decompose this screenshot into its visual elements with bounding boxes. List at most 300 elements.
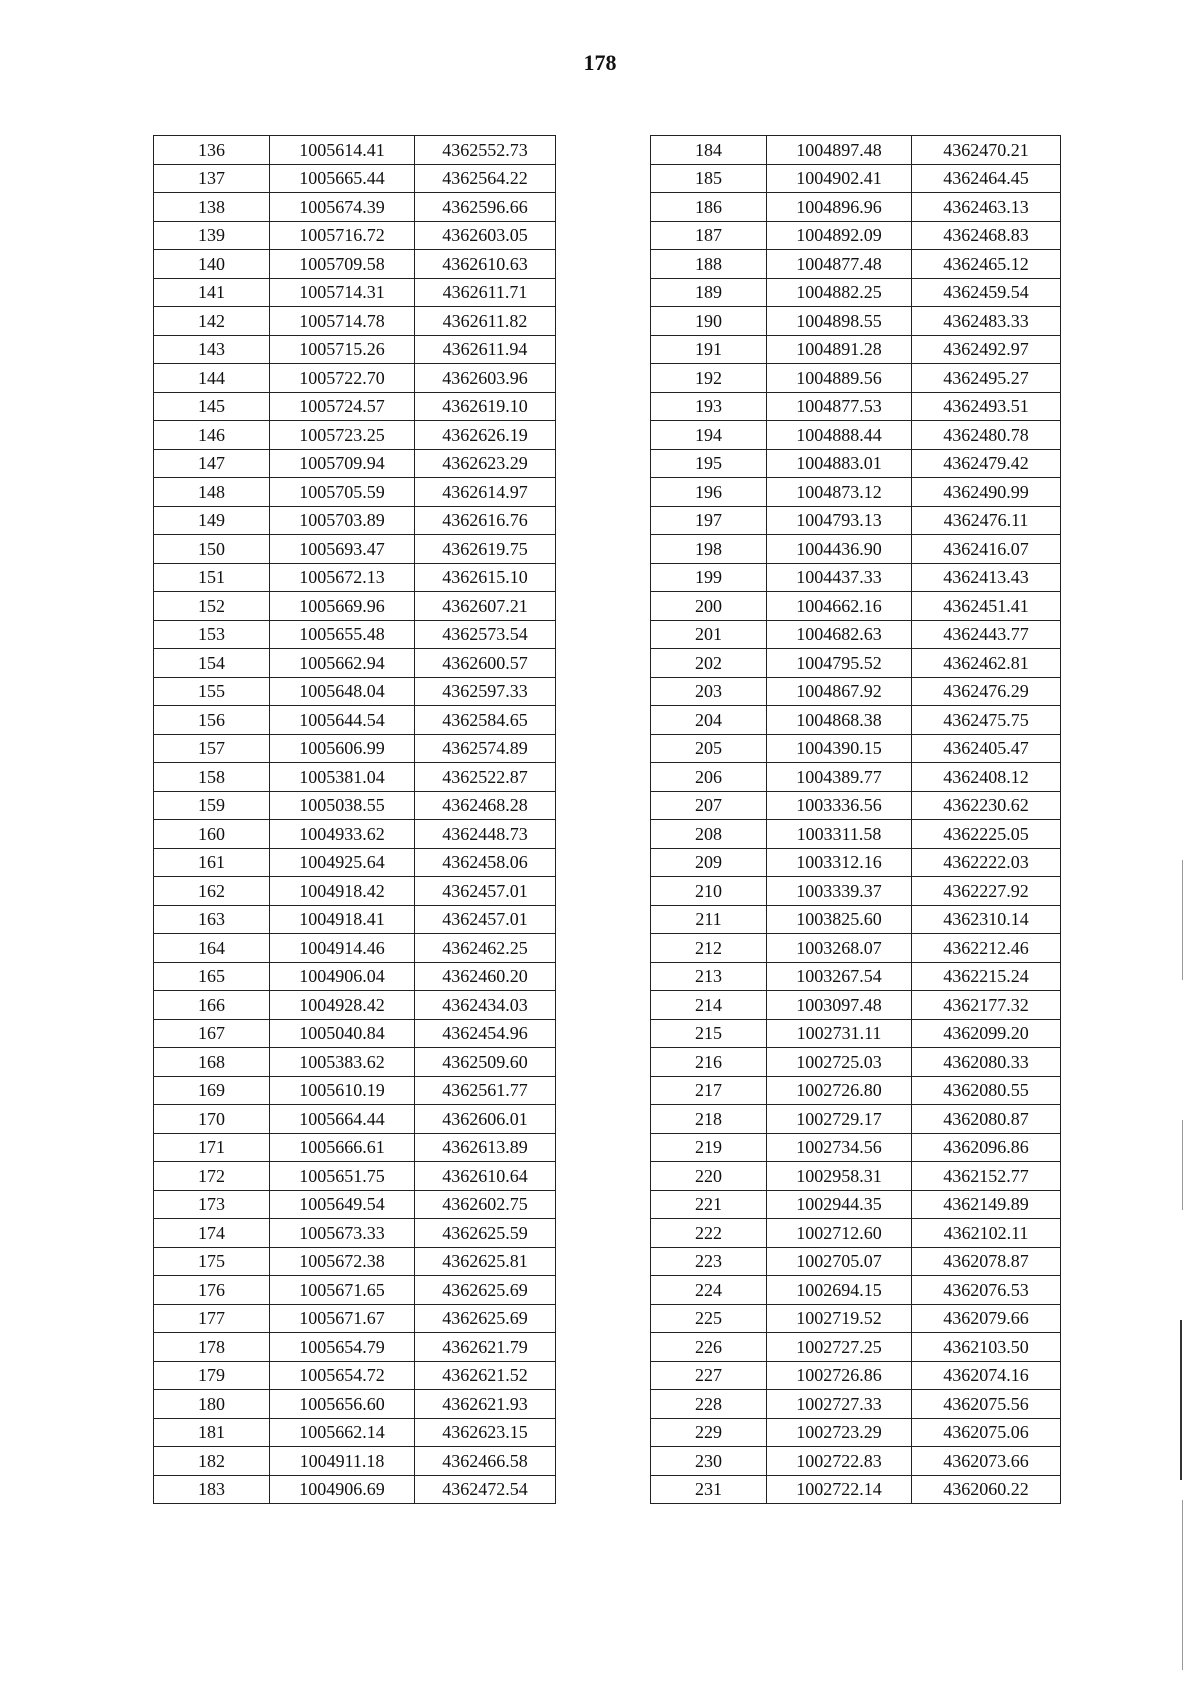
point-number-cell: 145 [154,392,270,421]
point-number-cell: 147 [154,449,270,478]
y-coordinate-cell: 4362610.63 [415,250,556,279]
table-row [651,136,1061,165]
y-coordinate-cell: 4362443.77 [912,620,1061,649]
x-coordinate-cell: 1005723.25 [270,421,415,450]
y-coordinate-cell: 4362600.57 [415,649,556,678]
point-number-cell: 229 [651,1418,767,1447]
point-number-cell: 204 [651,706,767,735]
y-coordinate-cell: 4362460.20 [415,962,556,991]
table-row [651,848,1061,877]
y-coordinate-cell: 4362611.82 [415,307,556,336]
y-coordinate-cell: 4362103.50 [912,1333,1061,1362]
point-number-cell: 152 [154,592,270,621]
y-coordinate-cell: 4362611.71 [415,278,556,307]
table-row [651,478,1061,507]
y-coordinate-cell: 4362623.29 [415,449,556,478]
x-coordinate-cell: 1004896.96 [767,193,912,222]
x-coordinate-cell: 1004906.69 [270,1475,415,1504]
y-coordinate-cell: 4362483.33 [912,307,1061,336]
x-coordinate-cell: 1005381.04 [270,763,415,792]
x-coordinate-cell: 1005671.67 [270,1304,415,1333]
y-coordinate-cell: 4362074.16 [912,1361,1061,1390]
table-row [154,392,556,421]
table-row [651,1219,1061,1248]
y-coordinate-cell: 4362459.54 [912,278,1061,307]
y-coordinate-cell: 4362492.97 [912,335,1061,364]
y-coordinate-cell: 4362619.10 [415,392,556,421]
x-coordinate-cell: 1003339.37 [767,877,912,906]
table-row [651,307,1061,336]
point-number-cell: 159 [154,791,270,820]
table-row [154,1048,556,1077]
table-row [651,1076,1061,1105]
y-coordinate-cell: 4362475.75 [912,706,1061,735]
point-number-cell: 179 [154,1361,270,1390]
table-row [651,1361,1061,1390]
point-number-cell: 171 [154,1133,270,1162]
x-coordinate-cell: 1004889.56 [767,364,912,393]
scan-edge-mark [1182,1120,1183,1210]
table-row [651,1333,1061,1362]
point-number-cell: 154 [154,649,270,678]
point-number-cell: 225 [651,1304,767,1333]
point-number-cell: 163 [154,905,270,934]
y-coordinate-cell: 4362606.01 [415,1105,556,1134]
x-coordinate-cell: 1002944.35 [767,1190,912,1219]
point-number-cell: 193 [651,392,767,421]
table-row [154,1418,556,1447]
x-coordinate-cell: 1005716.72 [270,221,415,250]
point-number-cell: 137 [154,164,270,193]
x-coordinate-cell: 1004891.28 [767,335,912,364]
x-coordinate-cell: 1005662.94 [270,649,415,678]
x-coordinate-cell: 1004902.41 [767,164,912,193]
table-row [651,421,1061,450]
y-coordinate-cell: 4362584.65 [415,706,556,735]
point-number-cell: 177 [154,1304,270,1333]
table-row [154,164,556,193]
y-coordinate-cell: 4362561.77 [415,1076,556,1105]
x-coordinate-cell: 1004897.48 [767,136,912,165]
x-coordinate-cell: 1004390.15 [767,734,912,763]
point-number-cell: 187 [651,221,767,250]
y-coordinate-cell: 4362177.32 [912,991,1061,1020]
x-coordinate-cell: 1003825.60 [767,905,912,934]
table-row [154,1304,556,1333]
x-coordinate-cell: 1004436.90 [767,535,912,564]
x-coordinate-cell: 1004928.42 [270,991,415,1020]
table-row [651,934,1061,963]
y-coordinate-cell: 4362602.75 [415,1190,556,1219]
x-coordinate-cell: 1004925.64 [270,848,415,877]
point-number-cell: 162 [154,877,270,906]
table-row [154,991,556,1020]
y-coordinate-cell: 4362060.22 [912,1475,1061,1504]
y-coordinate-cell: 4362610.64 [415,1162,556,1191]
x-coordinate-cell: 1005714.31 [270,278,415,307]
y-coordinate-cell: 4362073.66 [912,1447,1061,1476]
point-number-cell: 141 [154,278,270,307]
y-coordinate-cell: 4362597.33 [415,677,556,706]
x-coordinate-cell: 1005714.78 [270,307,415,336]
table-row [651,905,1061,934]
point-number-cell: 217 [651,1076,767,1105]
x-coordinate-cell: 1002727.25 [767,1333,912,1362]
table-row [651,335,1061,364]
table-row [154,1133,556,1162]
y-coordinate-cell: 4362464.45 [912,164,1061,193]
x-coordinate-cell: 1005722.70 [270,364,415,393]
table-row [154,1019,556,1048]
table-row [154,962,556,991]
y-coordinate-cell: 4362495.27 [912,364,1061,393]
x-coordinate-cell: 1005664.44 [270,1105,415,1134]
point-number-cell: 180 [154,1390,270,1419]
y-coordinate-cell: 4362613.89 [415,1133,556,1162]
y-coordinate-cell: 4362470.21 [912,136,1061,165]
point-number-cell: 224 [651,1276,767,1305]
point-number-cell: 207 [651,791,767,820]
y-coordinate-cell: 4362621.79 [415,1333,556,1362]
y-coordinate-cell: 4362614.97 [415,478,556,507]
y-coordinate-cell: 4362564.22 [415,164,556,193]
y-coordinate-cell: 4362616.76 [415,506,556,535]
y-coordinate-cell: 4362468.28 [415,791,556,820]
table-row [154,250,556,279]
y-coordinate-cell: 4362080.33 [912,1048,1061,1077]
table-row [154,193,556,222]
x-coordinate-cell: 1002725.03 [767,1048,912,1077]
table-row [651,449,1061,478]
table-row [651,392,1061,421]
table-row [154,221,556,250]
y-coordinate-cell: 4362625.69 [415,1276,556,1305]
x-coordinate-cell: 1005651.75 [270,1162,415,1191]
x-coordinate-cell: 1005644.54 [270,706,415,735]
x-coordinate-cell: 1002958.31 [767,1162,912,1191]
point-number-cell: 168 [154,1048,270,1077]
x-coordinate-cell: 1004914.46 [270,934,415,963]
table-row [651,563,1061,592]
point-number-cell: 175 [154,1247,270,1276]
table-row [651,506,1061,535]
x-coordinate-cell: 1004898.55 [767,307,912,336]
point-number-cell: 157 [154,734,270,763]
point-number-cell: 195 [651,449,767,478]
y-coordinate-cell: 4362448.73 [415,820,556,849]
y-coordinate-cell: 4362416.07 [912,535,1061,564]
table-row [154,278,556,307]
table-row [154,877,556,906]
table-row [154,706,556,735]
y-coordinate-cell: 4362310.14 [912,905,1061,934]
y-coordinate-cell: 4362463.13 [912,193,1061,222]
table-row [154,1475,556,1504]
x-coordinate-cell: 1004933.62 [270,820,415,849]
coordinate-table-left [153,135,556,1504]
table-row [651,1390,1061,1419]
point-number-cell: 156 [154,706,270,735]
x-coordinate-cell: 1005666.61 [270,1133,415,1162]
point-number-cell: 200 [651,592,767,621]
point-number-cell: 173 [154,1190,270,1219]
y-coordinate-cell: 4362215.24 [912,962,1061,991]
y-coordinate-cell: 4362476.29 [912,677,1061,706]
table-row [651,763,1061,792]
y-coordinate-cell: 4362462.81 [912,649,1061,678]
x-coordinate-cell: 1005648.04 [270,677,415,706]
point-number-cell: 167 [154,1019,270,1048]
x-coordinate-cell: 1004918.41 [270,905,415,934]
x-coordinate-cell: 1004883.01 [767,449,912,478]
table-row [154,620,556,649]
table-row [651,620,1061,649]
table-row [154,1105,556,1134]
point-number-cell: 230 [651,1447,767,1476]
table-row [154,677,556,706]
x-coordinate-cell: 1005656.60 [270,1390,415,1419]
x-coordinate-cell: 1005614.41 [270,136,415,165]
point-number-cell: 183 [154,1475,270,1504]
x-coordinate-cell: 1002722.83 [767,1447,912,1476]
x-coordinate-cell: 1003336.56 [767,791,912,820]
x-coordinate-cell: 1004867.92 [767,677,912,706]
table-row [154,535,556,564]
point-number-cell: 190 [651,307,767,336]
point-number-cell: 213 [651,962,767,991]
y-coordinate-cell: 4362078.87 [912,1247,1061,1276]
point-number-cell: 222 [651,1219,767,1248]
y-coordinate-cell: 4362458.06 [415,848,556,877]
point-number-cell: 181 [154,1418,270,1447]
x-coordinate-cell: 1004877.53 [767,392,912,421]
y-coordinate-cell: 4362493.51 [912,392,1061,421]
table-row [651,1418,1061,1447]
x-coordinate-cell: 1002705.07 [767,1247,912,1276]
y-coordinate-cell: 4362472.54 [415,1475,556,1504]
table-row [154,1247,556,1276]
x-coordinate-cell: 1005606.99 [270,734,415,763]
point-number-cell: 140 [154,250,270,279]
table-row [154,506,556,535]
table-row [651,278,1061,307]
point-number-cell: 191 [651,335,767,364]
point-number-cell: 160 [154,820,270,849]
y-coordinate-cell: 4362230.62 [912,791,1061,820]
x-coordinate-cell: 1005655.48 [270,620,415,649]
table-row [154,1162,556,1191]
x-coordinate-cell: 1002726.86 [767,1361,912,1390]
x-coordinate-cell: 1005672.38 [270,1247,415,1276]
point-number-cell: 206 [651,763,767,792]
page-number: 178 [583,50,617,75]
x-coordinate-cell: 1005693.47 [270,535,415,564]
x-coordinate-cell: 1005383.62 [270,1048,415,1077]
point-number-cell: 149 [154,506,270,535]
table-row [154,791,556,820]
table-row [651,649,1061,678]
table-row [154,1361,556,1390]
x-coordinate-cell: 1004662.16 [767,592,912,621]
point-number-cell: 218 [651,1105,767,1134]
point-number-cell: 184 [651,136,767,165]
table-row [651,1247,1061,1276]
table-row [651,1048,1061,1077]
point-number-cell: 165 [154,962,270,991]
point-number-cell: 176 [154,1276,270,1305]
point-number-cell: 208 [651,820,767,849]
point-number-cell: 136 [154,136,270,165]
x-coordinate-cell: 1005724.57 [270,392,415,421]
point-number-cell: 153 [154,620,270,649]
table-row [651,677,1061,706]
table-row [651,962,1061,991]
point-number-cell: 211 [651,905,767,934]
scan-edge-mark [1182,860,1183,980]
x-coordinate-cell: 1005715.26 [270,335,415,364]
y-coordinate-cell: 4362096.86 [912,1133,1061,1162]
x-coordinate-cell: 1004877.48 [767,250,912,279]
x-coordinate-cell: 1005654.79 [270,1333,415,1362]
point-number-cell: 212 [651,934,767,963]
y-coordinate-cell: 4362466.58 [415,1447,556,1476]
y-coordinate-cell: 4362625.69 [415,1304,556,1333]
table-row [651,991,1061,1020]
table-row [154,307,556,336]
x-coordinate-cell: 1005669.96 [270,592,415,621]
table-row [154,335,556,364]
y-coordinate-cell: 4362434.03 [415,991,556,1020]
x-coordinate-cell: 1005654.72 [270,1361,415,1390]
x-coordinate-cell: 1004906.04 [270,962,415,991]
y-coordinate-cell: 4362225.05 [912,820,1061,849]
y-coordinate-cell: 4362490.99 [912,478,1061,507]
point-number-cell: 203 [651,677,767,706]
x-coordinate-cell: 1004911.18 [270,1447,415,1476]
x-coordinate-cell: 1004437.33 [767,563,912,592]
y-coordinate-cell: 4362099.20 [912,1019,1061,1048]
point-number-cell: 197 [651,506,767,535]
point-number-cell: 186 [651,193,767,222]
table-row [154,734,556,763]
point-number-cell: 150 [154,535,270,564]
y-coordinate-cell: 4362075.06 [912,1418,1061,1447]
x-coordinate-cell: 1005610.19 [270,1076,415,1105]
x-coordinate-cell: 1002731.11 [767,1019,912,1048]
table-row [154,364,556,393]
x-coordinate-cell: 1003268.07 [767,934,912,963]
point-number-cell: 205 [651,734,767,763]
table-row [154,1447,556,1476]
x-coordinate-cell: 1004793.13 [767,506,912,535]
x-coordinate-cell: 1004795.52 [767,649,912,678]
table-row [154,1276,556,1305]
table-row [651,1133,1061,1162]
y-coordinate-cell: 4362552.73 [415,136,556,165]
point-number-cell: 161 [154,848,270,877]
x-coordinate-cell: 1003312.16 [767,848,912,877]
y-coordinate-cell: 4362080.87 [912,1105,1061,1134]
x-coordinate-cell: 1002719.52 [767,1304,912,1333]
x-coordinate-cell: 1005709.94 [270,449,415,478]
point-number-cell: 220 [651,1162,767,1191]
point-number-cell: 178 [154,1333,270,1362]
point-number-cell: 169 [154,1076,270,1105]
point-number-cell: 228 [651,1390,767,1419]
y-coordinate-cell: 4362462.25 [415,934,556,963]
y-coordinate-cell: 4362621.93 [415,1390,556,1419]
x-coordinate-cell: 1002734.56 [767,1133,912,1162]
table-row [651,877,1061,906]
table-row [651,221,1061,250]
x-coordinate-cell: 1005673.33 [270,1219,415,1248]
y-coordinate-cell: 4362509.60 [415,1048,556,1077]
point-number-cell: 144 [154,364,270,393]
table-row [651,1162,1061,1191]
table-row [651,734,1061,763]
table-row [651,592,1061,621]
y-coordinate-cell: 4362573.54 [415,620,556,649]
point-number-cell: 196 [651,478,767,507]
point-number-cell: 185 [651,164,767,193]
y-coordinate-cell: 4362076.53 [912,1276,1061,1305]
table-row [154,763,556,792]
point-number-cell: 216 [651,1048,767,1077]
table-row [154,563,556,592]
y-coordinate-cell: 4362152.77 [912,1162,1061,1191]
point-number-cell: 142 [154,307,270,336]
y-coordinate-cell: 4362480.78 [912,421,1061,450]
y-coordinate-cell: 4362080.55 [912,1076,1061,1105]
table-row [651,791,1061,820]
x-coordinate-cell: 1005662.14 [270,1418,415,1447]
table-row [154,905,556,934]
table-row [651,1105,1061,1134]
point-number-cell: 166 [154,991,270,1020]
y-coordinate-cell: 4362454.96 [415,1019,556,1048]
x-coordinate-cell: 1003097.48 [767,991,912,1020]
y-coordinate-cell: 4362621.52 [415,1361,556,1390]
point-number-cell: 148 [154,478,270,507]
point-number-cell: 146 [154,421,270,450]
x-coordinate-cell: 1004868.38 [767,706,912,735]
x-coordinate-cell: 1005674.39 [270,193,415,222]
y-coordinate-cell: 4362625.81 [415,1247,556,1276]
y-coordinate-cell: 4362603.96 [415,364,556,393]
x-coordinate-cell: 1005705.59 [270,478,415,507]
x-coordinate-cell: 1003267.54 [767,962,912,991]
table-row [651,535,1061,564]
point-number-cell: 199 [651,563,767,592]
table-row [154,934,556,963]
table-row [154,649,556,678]
table-row [154,478,556,507]
table-row [154,421,556,450]
point-number-cell: 194 [651,421,767,450]
x-coordinate-cell: 1005672.13 [270,563,415,592]
table-row [651,193,1061,222]
x-coordinate-cell: 1005038.55 [270,791,415,820]
table-row [154,1076,556,1105]
y-coordinate-cell: 4362522.87 [415,763,556,792]
table-row [154,136,556,165]
x-coordinate-cell: 1002729.17 [767,1105,912,1134]
table-row [651,1190,1061,1219]
x-coordinate-cell: 1005709.58 [270,250,415,279]
point-number-cell: 139 [154,221,270,250]
y-coordinate-cell: 4362476.11 [912,506,1061,535]
y-coordinate-cell: 4362465.12 [912,250,1061,279]
